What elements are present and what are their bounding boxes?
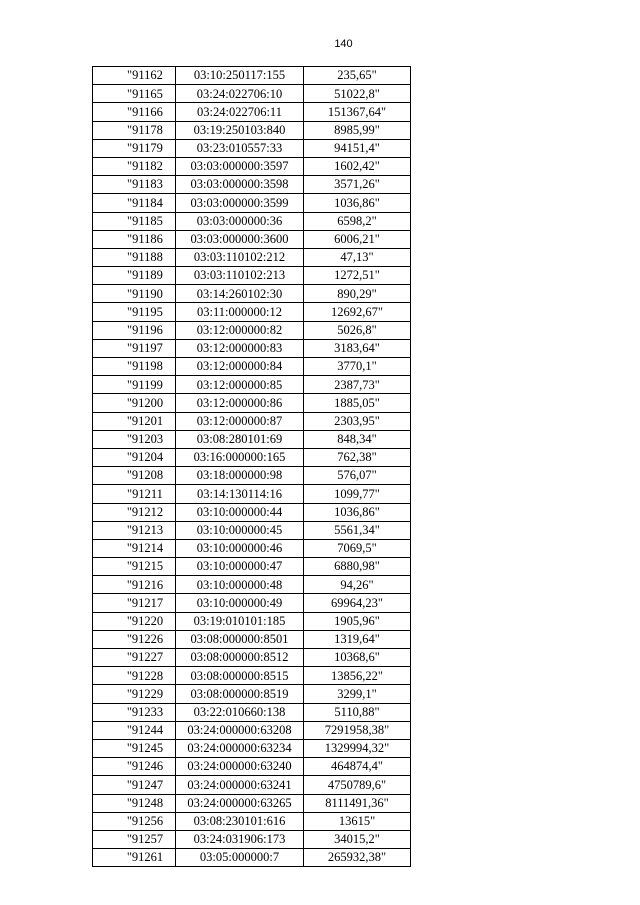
table-row [93, 376, 411, 394]
table-row [93, 321, 411, 339]
table-row [93, 430, 411, 448]
table-row [93, 849, 411, 867]
value-cell: 151367,64" [304, 103, 411, 121]
table-row [93, 157, 411, 175]
cadastral-number-cell: 03:16:000000:165 [176, 448, 304, 466]
value-cell: 464874,4" [304, 758, 411, 776]
value-cell: 94,26" [304, 576, 411, 594]
table-row [93, 176, 411, 194]
row-id-cell: "91190 [93, 285, 176, 303]
value-cell: 576,07" [304, 467, 411, 485]
table-row [93, 230, 411, 248]
row-id-cell: "91226 [93, 630, 176, 648]
cadastral-number-cell: 03:12:000000:83 [176, 339, 304, 357]
value-cell: 13615" [304, 812, 411, 830]
table-row [93, 685, 411, 703]
row-id-cell: "91248 [93, 794, 176, 812]
row-id-cell: "91257 [93, 830, 176, 848]
table-row [93, 412, 411, 430]
row-id-cell: "91220 [93, 612, 176, 630]
table-row [93, 521, 411, 539]
value-cell: 94151,4" [304, 139, 411, 157]
table-row [93, 539, 411, 557]
value-cell: 8111491,36" [304, 794, 411, 812]
cadastral-number-cell: 03:18:000000:98 [176, 467, 304, 485]
table-row [93, 139, 411, 157]
table-row [93, 467, 411, 485]
row-id-cell: "91228 [93, 667, 176, 685]
cadastral-number-cell: 03:24:000000:63241 [176, 776, 304, 794]
cadastral-number-cell: 03:03:000000:36 [176, 212, 304, 230]
row-id-cell: "91213 [93, 521, 176, 539]
row-id-cell: "91227 [93, 649, 176, 667]
value-cell: 69964,23" [304, 594, 411, 612]
value-cell: 1036,86" [304, 194, 411, 212]
value-cell: 1099,77" [304, 485, 411, 503]
cadastral-number-cell: 03:24:000000:63240 [176, 758, 304, 776]
value-cell: 7069,5" [304, 539, 411, 557]
cadastral-number-cell: 03:24:000000:63208 [176, 721, 304, 739]
cadastral-number-cell: 03:08:230101:616 [176, 812, 304, 830]
cadastral-number-cell: 03:24:000000:63234 [176, 739, 304, 757]
row-id-cell: "91246 [93, 758, 176, 776]
cadastral-number-cell: 03:12:000000:82 [176, 321, 304, 339]
cadastral-number-cell: 03:19:250103:840 [176, 121, 304, 139]
cadastral-number-cell: 03:22:010660:138 [176, 703, 304, 721]
cadastral-number-cell: 03:11:000000:12 [176, 303, 304, 321]
row-id-cell: "91201 [93, 412, 176, 430]
cadastral-number-cell: 03:12:000000:84 [176, 358, 304, 376]
table-row [93, 758, 411, 776]
table-row [93, 485, 411, 503]
page-number: 140 [334, 38, 353, 50]
cadastral-number-cell: 03:24:031906:173 [176, 830, 304, 848]
value-cell: 2303,95" [304, 412, 411, 430]
row-id-cell: "91211 [93, 485, 176, 503]
table-row [93, 448, 411, 466]
value-cell: 3571,26" [304, 176, 411, 194]
row-id-cell: "91186 [93, 230, 176, 248]
row-id-cell: "91245 [93, 739, 176, 757]
value-cell: 1319,64" [304, 630, 411, 648]
value-cell: 265932,38" [304, 849, 411, 867]
table-row [93, 721, 411, 739]
value-cell: 13856,22" [304, 667, 411, 685]
cadastral-number-cell: 03:12:000000:85 [176, 376, 304, 394]
row-id-cell: "91216 [93, 576, 176, 594]
value-cell: 762,38" [304, 448, 411, 466]
value-cell: 1036,86" [304, 503, 411, 521]
value-cell: 3299,1" [304, 685, 411, 703]
row-id-cell: "91212 [93, 503, 176, 521]
value-cell: 12692,67" [304, 303, 411, 321]
table-row [93, 667, 411, 685]
value-cell: 51022,8" [304, 85, 411, 103]
value-cell: 10368,6" [304, 649, 411, 667]
row-id-cell: "91189 [93, 267, 176, 285]
row-id-cell: "91179 [93, 139, 176, 157]
row-id-cell: "91217 [93, 594, 176, 612]
cadastral-number-cell: 03:23:010557:33 [176, 139, 304, 157]
cadastral-number-cell: 03:03:000000:3599 [176, 194, 304, 212]
cadastral-number-cell: 03:10:000000:46 [176, 539, 304, 557]
value-cell: 1885,05" [304, 394, 411, 412]
cadastral-number-cell: 03:14:260102:30 [176, 285, 304, 303]
table-row [93, 358, 411, 376]
row-id-cell: "91198 [93, 358, 176, 376]
cadastral-number-cell: 03:03:000000:3600 [176, 230, 304, 248]
cadastral-number-cell: 03:03:110102:212 [176, 248, 304, 266]
row-id-cell: "91200 [93, 394, 176, 412]
table-row [93, 85, 411, 103]
cadastral-number-cell: 03:08:000000:8512 [176, 649, 304, 667]
cadastral-number-cell: 03:12:000000:86 [176, 394, 304, 412]
table-row [93, 703, 411, 721]
row-id-cell: "91208 [93, 467, 176, 485]
row-id-cell: "91178 [93, 121, 176, 139]
cadastral-number-cell: 03:10:000000:44 [176, 503, 304, 521]
row-id-cell: "91215 [93, 558, 176, 576]
cadastral-number-cell: 03:08:000000:8515 [176, 667, 304, 685]
table-row [93, 212, 411, 230]
cadastral-number-cell: 03:12:000000:87 [176, 412, 304, 430]
table-row [93, 194, 411, 212]
value-cell: 6006,21" [304, 230, 411, 248]
cadastral-number-cell: 03:10:000000:45 [176, 521, 304, 539]
value-cell: 3183,64" [304, 339, 411, 357]
cadastral-number-cell: 03:03:110102:213 [176, 267, 304, 285]
table-row [93, 67, 411, 85]
table-row [93, 776, 411, 794]
value-cell: 5110,88" [304, 703, 411, 721]
value-cell: 34015,2" [304, 830, 411, 848]
value-cell: 4750789,6" [304, 776, 411, 794]
cadastral-number-cell: 03:08:000000:8501 [176, 630, 304, 648]
table-row [93, 739, 411, 757]
row-id-cell: "91256 [93, 812, 176, 830]
table-row [93, 576, 411, 594]
row-id-cell: "91182 [93, 157, 176, 175]
row-id-cell: "91244 [93, 721, 176, 739]
cadastral-number-cell: 03:10:000000:49 [176, 594, 304, 612]
value-cell: 1602,42" [304, 157, 411, 175]
value-cell: 1905,96" [304, 612, 411, 630]
cadastral-number-cell: 03:08:280101:69 [176, 430, 304, 448]
value-cell: 5026,8" [304, 321, 411, 339]
row-id-cell: "91229 [93, 685, 176, 703]
table-row [93, 267, 411, 285]
value-cell: 6598,2" [304, 212, 411, 230]
cadastral-number-cell: 03:19:010101:185 [176, 612, 304, 630]
table-row [93, 830, 411, 848]
cadastral-number-cell: 03:05:000000:7 [176, 849, 304, 867]
row-id-cell: "91195 [93, 303, 176, 321]
value-cell: 890,29" [304, 285, 411, 303]
row-id-cell: "91184 [93, 194, 176, 212]
row-id-cell: "91247 [93, 776, 176, 794]
cadastral-number-cell: 03:24:022706:11 [176, 103, 304, 121]
value-cell: 235,65" [304, 67, 411, 85]
cadastral-number-cell: 03:03:000000:3597 [176, 157, 304, 175]
value-cell: 47,13" [304, 248, 411, 266]
row-id-cell: "91185 [93, 212, 176, 230]
table-row [93, 285, 411, 303]
cadastral-number-cell: 03:24:022706:10 [176, 85, 304, 103]
row-id-cell: "91204 [93, 448, 176, 466]
table-row [93, 558, 411, 576]
row-id-cell: "91203 [93, 430, 176, 448]
cadastral-number-cell: 03:10:000000:48 [176, 576, 304, 594]
value-cell: 3770,1" [304, 358, 411, 376]
data-table [92, 66, 411, 867]
value-cell: 5561,34" [304, 521, 411, 539]
table-row [93, 630, 411, 648]
table-row [93, 503, 411, 521]
value-cell: 1272,51" [304, 267, 411, 285]
table-row [93, 103, 411, 121]
value-cell: 7291958,38" [304, 721, 411, 739]
cadastral-number-cell: 03:03:000000:3598 [176, 176, 304, 194]
row-id-cell: "91188 [93, 248, 176, 266]
table-row [93, 612, 411, 630]
table-row [93, 594, 411, 612]
row-id-cell: "91162 [93, 67, 176, 85]
table-row [93, 649, 411, 667]
value-cell: 8985,99" [304, 121, 411, 139]
table-row [93, 121, 411, 139]
value-cell: 6880,98" [304, 558, 411, 576]
value-cell: 2387,73" [304, 376, 411, 394]
table-row [93, 812, 411, 830]
value-cell: 848,34" [304, 430, 411, 448]
table-row [93, 794, 411, 812]
row-id-cell: "91166 [93, 103, 176, 121]
cadastral-number-cell: 03:10:000000:47 [176, 558, 304, 576]
row-id-cell: "91214 [93, 539, 176, 557]
row-id-cell: "91233 [93, 703, 176, 721]
cadastral-number-cell: 03:08:000000:8519 [176, 685, 304, 703]
row-id-cell: "91196 [93, 321, 176, 339]
table-row [93, 394, 411, 412]
cadastral-number-cell: 03:24:000000:63265 [176, 794, 304, 812]
value-cell: 1329994,32" [304, 739, 411, 757]
row-id-cell: "91183 [93, 176, 176, 194]
table-row [93, 303, 411, 321]
row-id-cell: "91261 [93, 849, 176, 867]
cadastral-number-cell: 03:10:250117:155 [176, 67, 304, 85]
table-row [93, 339, 411, 357]
table-row [93, 248, 411, 266]
row-id-cell: "91197 [93, 339, 176, 357]
table-body [93, 67, 411, 867]
cadastral-number-cell: 03:14:130114:16 [176, 485, 304, 503]
row-id-cell: "91165 [93, 85, 176, 103]
row-id-cell: "91199 [93, 376, 176, 394]
